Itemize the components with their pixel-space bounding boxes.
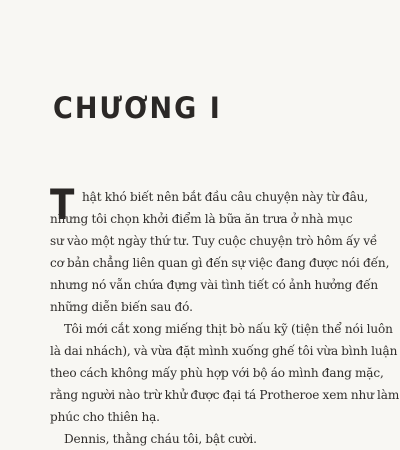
paragraph-2-line: là dai nhách), và vừa đặt mình xuống ghế tôi vừa bình luận — [50, 344, 398, 358]
paragraph-3-line-cut-off: Dennis, thằng cháu tôi, bật cười. — [64, 432, 257, 446]
paragraph-2 — [50, 318, 400, 450]
paragraph-1-line: những diễn biến sau đó. — [50, 300, 193, 314]
paragraph-1 — [50, 180, 390, 318]
chapter-title: CHƯƠNG I — [53, 91, 222, 126]
paragraph-1-line: hật khó biết nên bắt đầu câu chuyện này từ đâu, — [82, 190, 369, 204]
paragraph-2-line: phúc cho thiên hạ. — [50, 410, 160, 424]
paragraph-1-line: sư vào một ngày thứ tư. Tuy cuộc chuyện trò hôm ấy về — [50, 234, 378, 248]
paragraph-1-line: nhưng nó vẫn chứa đựng vài tình tiết có ảnh hưởng đến — [50, 278, 379, 292]
chapter-body-text — [50, 180, 400, 450]
paragraph-1-line: nhưng tôi chọn khởi điểm là bữa ăn trưa ở nhà mục — [50, 212, 353, 226]
paragraph-2-line: Tôi mới cắt xong miếng thịt bò nấu kỹ (tiện thể nói luôn — [64, 322, 393, 336]
paragraph-2-line: rằng người nào trừ khử được đại tá Protheroe xem như làm — [50, 388, 400, 402]
paragraph-2-line: theo cách không mấy phù hợp với bộ áo mình đang mặc, — [50, 366, 384, 380]
paragraph-1-line: cơ bản chẳng liên quan gì đến sự việc đang được nói đến, — [50, 256, 390, 270]
drop-cap-letter: T — [50, 180, 75, 229]
